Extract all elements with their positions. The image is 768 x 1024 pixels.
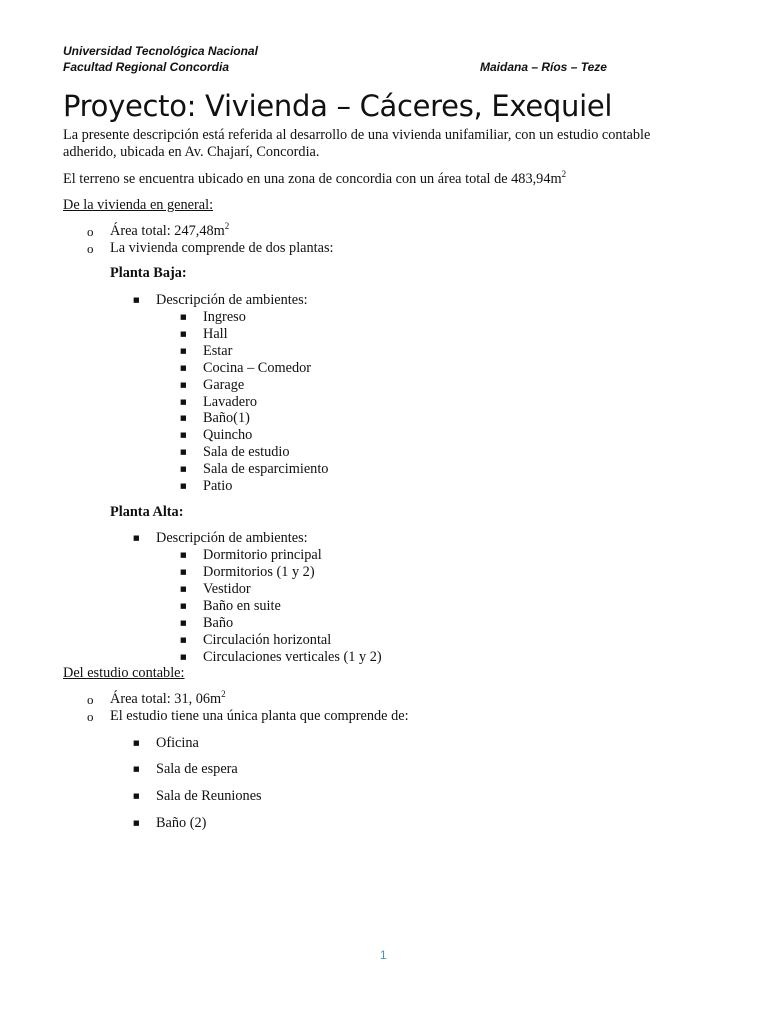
square-bullet-icon: ■ (180, 551, 187, 559)
list-item: Sala de esparcimiento (203, 461, 329, 477)
estudio-area (110, 691, 226, 708)
list-item: Sala de estudio (203, 444, 290, 460)
square-bullet-icon: ■ (180, 398, 187, 406)
square-bullet-icon: ■ (180, 448, 187, 456)
vivienda-area (110, 223, 229, 240)
circle-bullet-icon: o (87, 709, 94, 724)
planta-alta-title: Planta Alta: (110, 504, 184, 520)
square-bullet-icon: ■ (133, 296, 140, 304)
circle-bullet-icon: o (87, 224, 94, 239)
list-item: Baño(1) (203, 410, 250, 426)
list-item: Quincho (203, 427, 253, 443)
vivienda-area-superscript: 2 (224, 221, 230, 232)
vivienda-plantas: La vivienda comprende de dos plantas: (110, 240, 334, 256)
square-bullet-icon: ■ (180, 330, 187, 338)
intro-line-2: adherido, ubicada en Av. Chajarí, Concordia. (63, 144, 320, 160)
list-item: Circulaciones verticales (1 y 2) (203, 649, 382, 665)
square-bullet-icon: ■ (180, 414, 187, 422)
list-item: Ingreso (203, 309, 246, 325)
header-authors: Maidana – Ríos – Teze (480, 60, 607, 74)
vivienda-area-text: Área total: 247,48m (110, 223, 225, 239)
section-heading-estudio: Del estudio contable: (63, 665, 185, 681)
intro-line-1: La presente descripción está referida al desarrollo de una vivienda unifamiliar, con un estudio contable (63, 127, 651, 143)
square-bullet-icon: ■ (133, 739, 140, 747)
square-bullet-icon: ■ (180, 364, 187, 372)
square-bullet-icon: ■ (180, 636, 187, 644)
header-faculty: Facultad Regional Concordia (63, 60, 230, 74)
list-item: Estar (203, 343, 233, 359)
list-item: Patio (203, 478, 233, 494)
square-bullet-icon: ■ (180, 482, 187, 490)
planta-baja-desc: Descripción de ambientes: (156, 292, 308, 308)
list-item: Sala de Reuniones (156, 788, 262, 804)
square-bullet-icon: ■ (180, 381, 187, 389)
section-heading-vivienda: De la vivienda en general: (63, 197, 214, 213)
planta-alta-desc: Descripción de ambientes: (156, 530, 308, 546)
list-item: Baño en suite (203, 598, 281, 614)
square-bullet-icon: ■ (180, 585, 187, 593)
square-bullet-icon: ■ (133, 792, 140, 800)
square-bullet-icon: ■ (133, 534, 140, 542)
square-bullet-icon: ■ (133, 819, 140, 827)
header-university: Universidad Tecnológica Nacional (63, 44, 258, 58)
list-item: Oficina (156, 735, 199, 751)
terrain-paragraph (63, 171, 566, 188)
estudio-area-text: Área total: 31, 06m (110, 691, 222, 707)
page-number: 1 (380, 948, 387, 962)
list-item: Sala de espera (156, 761, 238, 777)
square-bullet-icon: ■ (180, 653, 187, 661)
list-item: Dormitorio principal (203, 547, 322, 563)
square-bullet-icon: ■ (133, 765, 140, 773)
planta-baja-title: Planta Baja: (110, 265, 187, 281)
square-bullet-icon: ■ (180, 568, 187, 576)
list-item: Baño (203, 615, 234, 631)
list-item: Baño (2) (156, 815, 207, 831)
circle-bullet-icon: o (87, 692, 94, 707)
square-bullet-icon: ■ (180, 313, 187, 321)
list-item: Dormitorios (1 y 2) (203, 564, 315, 580)
circle-bullet-icon: o (87, 241, 94, 256)
terrain-superscript: 2 (561, 169, 567, 180)
square-bullet-icon: ■ (180, 431, 187, 439)
list-item: Hall (203, 326, 228, 342)
square-bullet-icon: ■ (180, 619, 187, 627)
square-bullet-icon: ■ (180, 465, 187, 473)
list-item: Vestidor (203, 581, 251, 597)
page-title: Proyecto: Vivienda – Cáceres, Exequiel (63, 89, 613, 123)
list-item: Cocina – Comedor (203, 360, 312, 376)
terrain-text: El terreno se encuentra ubicado en una zona de concordia con un área total de 483,94m (63, 171, 562, 187)
list-item: Circulación horizontal (203, 632, 332, 648)
square-bullet-icon: ■ (180, 347, 187, 355)
estudio-area-superscript: 2 (221, 689, 226, 700)
estudio-desc: El estudio tiene una única planta que comprende de: (110, 708, 409, 724)
list-item: Lavadero (203, 394, 257, 410)
list-item: Garage (203, 377, 245, 393)
square-bullet-icon: ■ (180, 602, 187, 610)
